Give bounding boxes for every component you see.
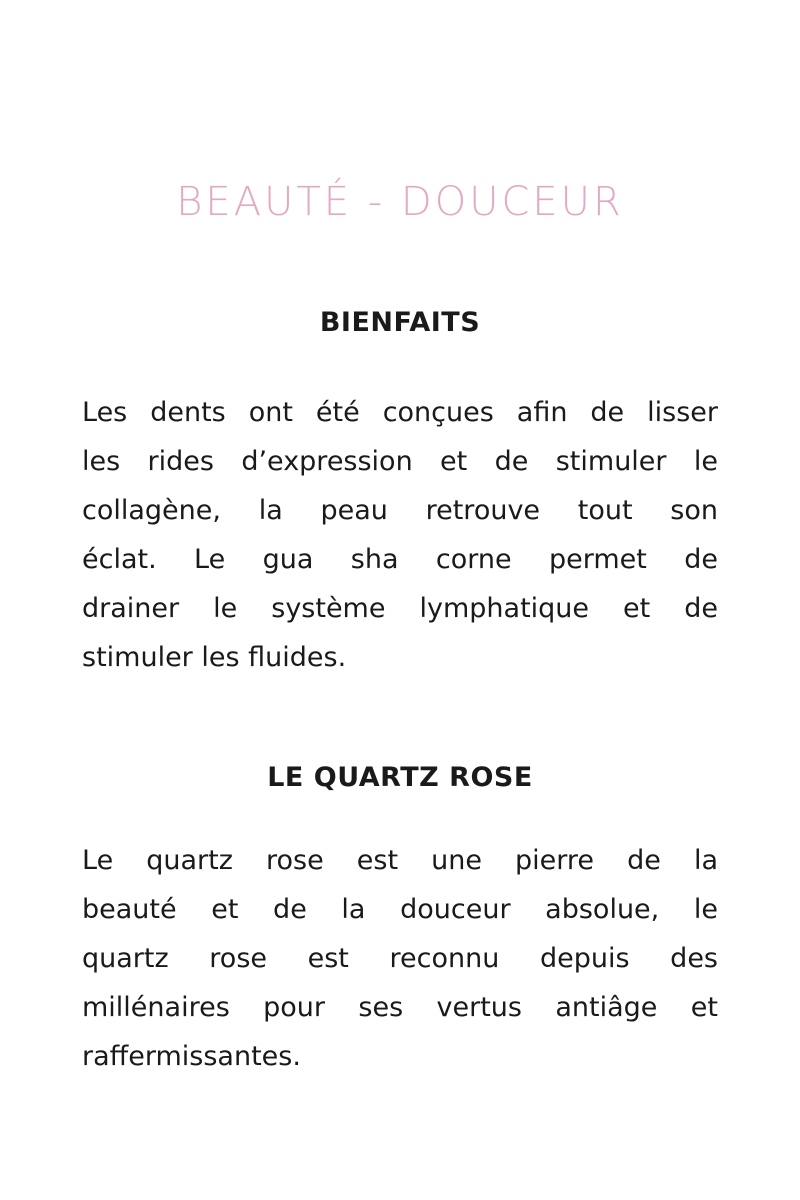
paragraph-line: collagène, la peau retrouve tout son: [82, 495, 718, 526]
paragraph-line: éclat. Le gua sha corne permet de: [82, 544, 718, 575]
section-heading-bienfaits: BIENFAITS: [319, 307, 481, 338]
paragraph-line: raffermissantes.: [82, 1041, 301, 1072]
paragraph-line: beauté et de la douceur absolue, le: [82, 894, 718, 925]
section-paragraph-bienfaits: [82, 388, 718, 682]
paragraph-line: Le quartz rose est une pierre de la: [82, 845, 718, 876]
paragraph-line: stimuler les fluides.: [82, 642, 347, 673]
paragraph-line: les rides d’expression et de stimuler le: [82, 446, 718, 477]
paragraph-line: millénaires pour ses vertus antiâge et: [82, 992, 718, 1023]
paragraph-line: quartz rose est reconnu depuis des: [82, 943, 718, 974]
section-heading-quartz-rose: LE QUARTZ ROSE: [267, 762, 533, 793]
paragraph-line: drainer le système lymphatique et de: [82, 593, 718, 624]
section-paragraph-quartz-rose: [82, 836, 718, 1081]
page-title: BEAUTÉ - DOUCEUR: [176, 179, 624, 225]
paragraph-line: Les dents ont été conçues afin de lisser: [82, 397, 718, 428]
